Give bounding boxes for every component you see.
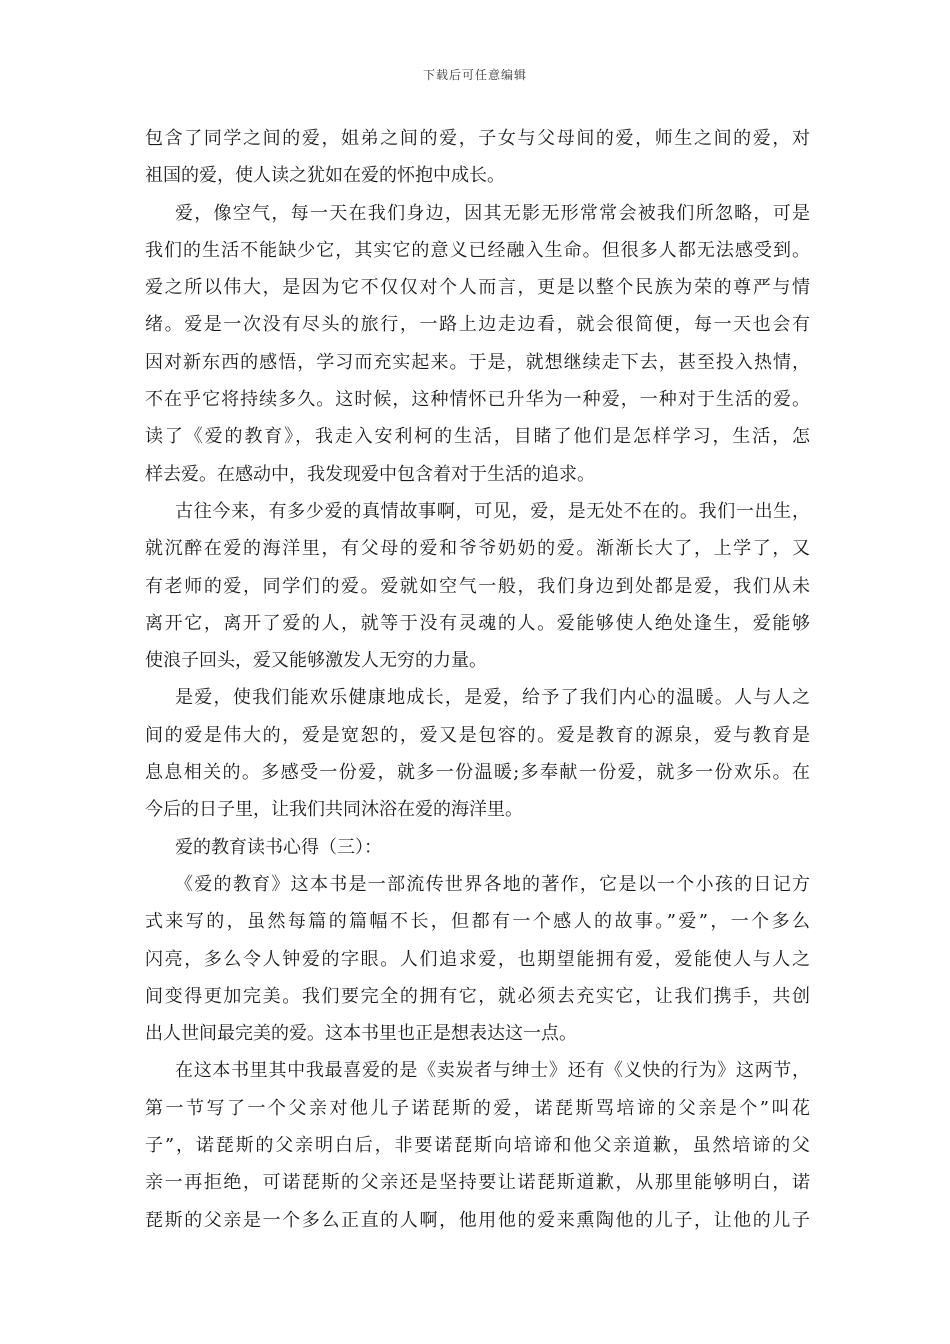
text-line: 绪。爱是一次没有尽头的旅行，一路上边走边看，就会很简便，每一天也会有 xyxy=(145,314,810,336)
text-line: 我们的生活不能缺少它，其实它的意义已经融入生命。但很多人都无法感受到。 xyxy=(145,239,810,261)
text-line: 因对新东西的感悟，学习而充实起来。于是，就想继续走下去，甚至投入热情， xyxy=(145,351,810,373)
text-line: 子”，诺琵斯的父亲明白后，非要诺琵斯向培谛和他父亲道歉，虽然培谛的父 xyxy=(145,1135,810,1157)
text-line: 有老师的爱，同学们的爱。爱就如空气一般，我们身边到处都是爱，我们从未 xyxy=(145,575,810,597)
text-line: 爱之所以伟大，是因为它不仅仅对个人而言，更是以整个民族为荣的尊严与情 xyxy=(145,277,810,299)
text-line: 爱，像空气，每一天在我们身边，因其无影无形常常会被我们所忽略，可是 xyxy=(175,202,810,224)
text-line: 读了《爱的教育》，我走入安利柯的生活，目睹了他们是怎样学习，生活，怎 xyxy=(145,426,810,448)
text-line: 间变得更加完美。我们要完全的拥有它，就必须去充实它，让我们携手，共创 xyxy=(145,985,810,1007)
text-line: 祖国的爱，使人读之犹如在爱的怀抱中成长。 xyxy=(145,165,505,187)
text-line: 第一节写了一个父亲对他儿子诺琵斯的爱，诺琵斯骂培谛的父亲是个”叫花 xyxy=(145,1097,810,1119)
text-line: 包含了同学之间的爱，姐弟之间的爱，子女与父母间的爱，师生之间的爱，对 xyxy=(145,128,810,149)
text-line: 式来写的，虽然每篇的篇幅不长，但都有一个感人的故事。”爱”，一个多么 xyxy=(145,911,810,933)
page-header: 下载后可任意编辑 xyxy=(422,68,527,82)
text-line: 使浪子回头，爱又能够激发人无穷的力量。 xyxy=(145,650,487,672)
text-line: 古往今来，有多少爱的真情故事啊，可见，爱，是无处不在的。我们一出生， xyxy=(175,500,810,522)
text-line: 爱的教育读书心得（三）： xyxy=(175,836,382,858)
text-line: 息息相关的。多感受一份爱，就多一份温暖;多奉献一份爱，就多一份欢乐。在 xyxy=(145,762,810,784)
text-line: 就沉醉在爱的海洋里，有父母的爱和爷爷奶奶的爱。渐渐长大了，上学了，又 xyxy=(145,538,810,560)
text-line: 是爱，使我们能欢乐健康地成长，是爱，给予了我们内心的温暖。人与人之 xyxy=(175,687,810,709)
text-line: 《爱的教育》这本书是一部流传世界各地的著作，它是以一个小孩的日记方 xyxy=(175,873,810,895)
text-line: 琵斯的父亲是一个多么正直的人啊，他用他的爱来熏陶他的儿子，让他的儿子 xyxy=(145,1209,810,1231)
text-line: 今后的日子里，让我们共同沐浴在爱的海洋里。 xyxy=(145,799,523,821)
document-body xyxy=(145,120,810,1239)
text-line: 出人世间最完美的爱。这本书里也正是想表达这一点。 xyxy=(145,1023,577,1045)
text-line: 间的爱是伟大的，爱是宽恕的，爱又是包容的。爱是教育的源泉，爱与教育是 xyxy=(145,724,810,746)
text-line: 闪亮，多么令人钟爱的字眼。人们追求爱，也期望能拥有爱，爱能使人与人之 xyxy=(145,948,810,970)
text-line: 样去爱。在感动中，我发现爱中包含着对于生活的追求。 xyxy=(145,463,595,485)
text-line: 离开它，离开了爱的人，就等于没有灵魂的人。爱能够使人绝处逢生，爱能够 xyxy=(145,612,810,634)
text-line: 亲一再拒绝，可诺琵斯的父亲还是坚持要让诺琵斯道歉，从那里能够明白，诺 xyxy=(145,1172,810,1194)
text-line: 在这本书里其中我最喜爱的是《卖炭者与绅士》还有《义快的行为》这两节， xyxy=(175,1060,810,1082)
text-line: 不在乎它将持续多久。这时候，这种情怀已升华为一种爱，一种对于生活的爱。 xyxy=(145,389,810,411)
